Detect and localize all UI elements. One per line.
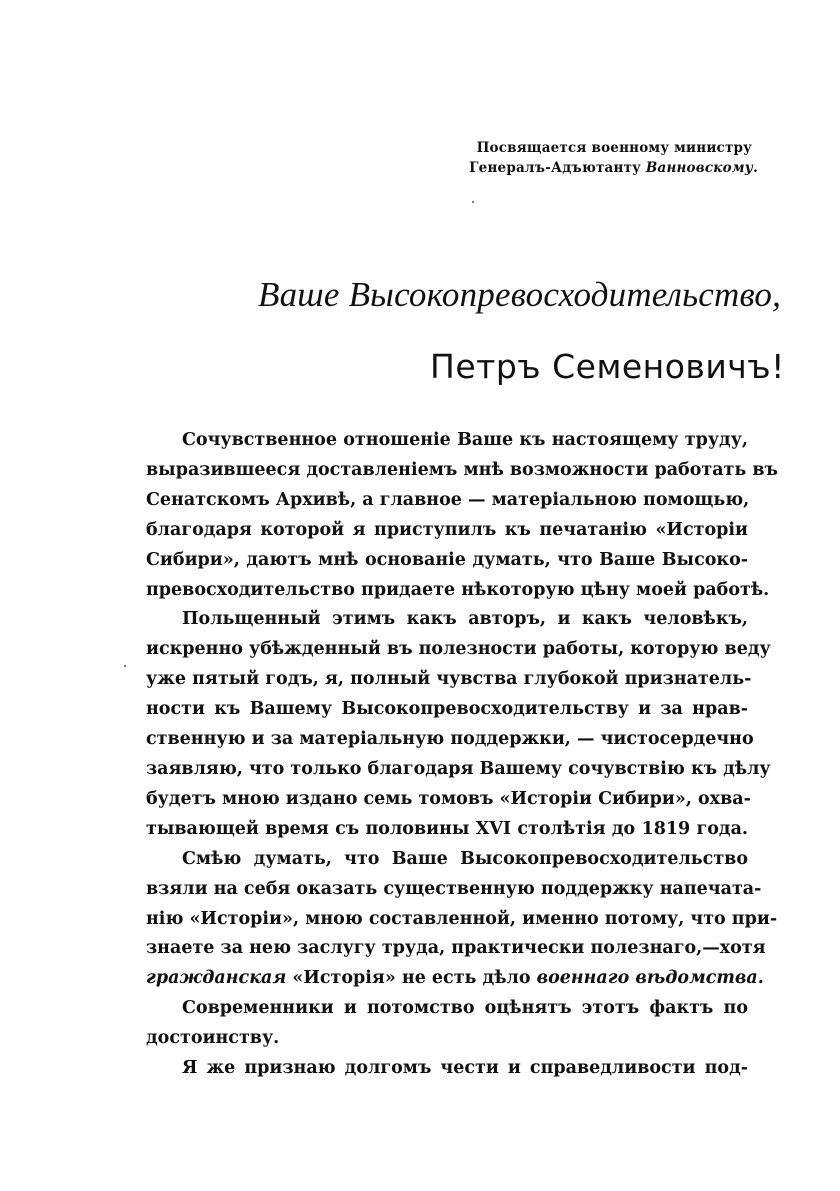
- text-line: Смѣю думать, что Ваше Высокопревосходительство: [182, 848, 748, 869]
- print-speck: [124, 665, 126, 667]
- paragraph-1: [146, 426, 778, 605]
- text-line: достоинству.: [146, 1028, 280, 1049]
- dedication: [292, 138, 758, 178]
- text-line: ности къ Вашему Высокопревосходительству и за нрав-: [146, 699, 748, 720]
- salutation-name: Петръ Семеновичъ!: [430, 347, 785, 386]
- text-line: тывающей время съ половины XVI столѣтія до 1819 года.: [146, 818, 748, 839]
- text-line: Сибири», даютъ мнѣ основаніе думать, что Ваше Высоко-: [146, 549, 748, 570]
- text-line: ственную и за матеріальную поддержки, — чистосердечно: [146, 729, 754, 750]
- text-line: выразившееся доставленіемъ мнѣ возможности работать въ: [146, 459, 778, 480]
- text-line-italic: [146, 964, 764, 994]
- text-line: Сочувственное отношеніе Ваше къ настоящему труду,: [182, 430, 748, 450]
- text-line: Я же признаю долгомъ чести и справедливости под-: [182, 1058, 748, 1079]
- paragraph-2: [146, 605, 771, 844]
- text-line: Польщенный этимъ какъ авторъ, и какъ человѣкъ,: [182, 609, 748, 630]
- paragraph-4: [146, 994, 748, 1054]
- text-line: Современники и потомство оцѣнятъ этотъ фактъ по: [182, 998, 748, 1019]
- italic-phrase: военнаго вѣдомства.: [536, 968, 764, 989]
- paragraph-3: [146, 845, 778, 995]
- text-line: будетъ мною издано семь томовъ «Исторіи Сибири», охва-: [146, 788, 751, 809]
- letter-body: [146, 426, 778, 1084]
- italic-word: гражданская: [146, 968, 287, 989]
- dedication-prefix: Генералъ-Адъютанту: [469, 160, 646, 176]
- plain-phrase: «Исторія» не есть дѣло: [286, 968, 537, 989]
- text-line: благодаря которой я приступилъ къ печатанію «Исторіи: [146, 519, 748, 540]
- text-line: взяли на себя оказать существенную поддержку напечата-: [146, 878, 762, 899]
- print-speck: [472, 201, 474, 203]
- dedication-line-1: Посвящается военному министру: [476, 140, 752, 156]
- text-line: заявляю, что только благодаря Вашему сочувствію къ дѣлу: [146, 758, 771, 779]
- dedication-line-2: [292, 158, 758, 178]
- text-line: знаете за нею заслугу труда, практически полезнаго,—хотя: [146, 938, 766, 959]
- text-line: нію «Исторіи», мною составленной, именно потому, что при-: [146, 908, 778, 929]
- text-line: превосходительство придаете нѣкоторую цѣну моей работѣ.: [146, 579, 770, 600]
- dedication-name: Ванновскому.: [645, 160, 758, 176]
- paragraph-5: [146, 1054, 748, 1084]
- text-line: искренно убѣжденный въ полезности работы, которую веду: [146, 639, 771, 660]
- text-line: Сенатскомъ Архивѣ, а главное — матеріальною помощью,: [146, 489, 750, 510]
- salutation-title: Ваше Высокопревосходительство,: [258, 275, 782, 314]
- text-line: уже пятый годъ, я, полный чувства глубокой признатель-: [146, 669, 752, 690]
